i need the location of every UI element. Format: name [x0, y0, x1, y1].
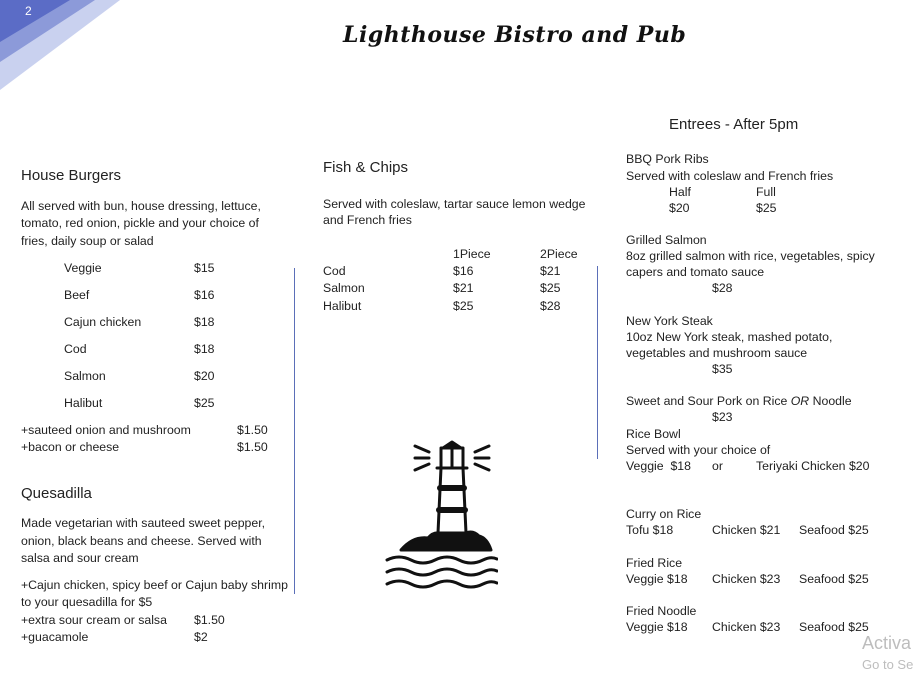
- quesadilla-heading: Quesadilla: [21, 485, 92, 502]
- entrees-heading: Entrees - After 5pm: [669, 116, 799, 133]
- burger-item-price: $16: [194, 288, 215, 302]
- curry-option: Seafood $25: [799, 523, 869, 537]
- fish-row-price: $21: [540, 264, 561, 278]
- burger-item-price: $25: [194, 396, 215, 410]
- fried-rice-option: Seafood $25: [799, 572, 869, 586]
- burger-item-price: $18: [194, 342, 215, 356]
- sweet-sour-name: [626, 393, 852, 410]
- burger-item-name: Beef: [64, 288, 90, 302]
- curry-name: Curry on Rice: [626, 507, 702, 521]
- ribs-full-price: $25: [756, 201, 777, 215]
- fish-row-name: Halibut: [323, 299, 362, 313]
- burger-item-name: Cod: [64, 342, 87, 356]
- fish-row-price: $21: [453, 281, 474, 295]
- burger-item-price: $20: [194, 369, 215, 383]
- ribs-full-label: Full: [756, 185, 776, 199]
- quesadilla-desc-line: salsa and sour cream: [21, 551, 139, 565]
- fish-desc-line: Served with coleslaw, tartar sauce lemon wedge: [323, 197, 586, 211]
- burgers-desc-line: fries, daily soup or salad: [21, 234, 154, 248]
- burger-item-name: Veggie: [64, 261, 102, 275]
- steak-desc-line: 10oz New York steak, mashed potato,: [626, 330, 833, 344]
- rice-bowl-desc: Served with your choice of: [626, 443, 771, 457]
- burgers-heading: House Burgers: [21, 167, 122, 184]
- rice-bowl-teriyaki: Teriyaki Chicken $20: [756, 459, 870, 473]
- burger-item-price: $15: [194, 261, 215, 275]
- fried-noodle-option: Chicken $23: [712, 620, 781, 634]
- fish-row-name: Salmon: [323, 281, 365, 295]
- burger-item-name: Cajun chicken: [64, 315, 142, 329]
- fish-desc-line: and French fries: [323, 213, 412, 227]
- fish-row-price: $16: [453, 264, 474, 278]
- fried-rice-name: Fried Rice: [626, 556, 683, 570]
- page-number: 2: [25, 4, 32, 18]
- burger-addon-name: +sauteed onion and mushroom: [21, 423, 191, 437]
- quesadilla-addon-price: $2: [194, 630, 208, 644]
- rice-bowl-veggie: Veggie $18: [626, 459, 691, 473]
- page-title: Lighthouse Bistro and Pub: [343, 22, 687, 48]
- activation-watermark-subtitle: Go to Se: [862, 657, 914, 672]
- fried-rice-option: Chicken $23: [712, 572, 781, 586]
- fish-col-header: 2Piece: [540, 247, 578, 261]
- sweet-sour-price: $23: [712, 410, 733, 424]
- curry-option: Tofu $18: [626, 523, 674, 537]
- fish-heading: Fish & Chips: [323, 159, 409, 176]
- ribs-desc: Served with coleslaw and French fries: [626, 169, 834, 183]
- burger-item-price: $18: [194, 315, 215, 329]
- burgers-desc-line: tomato, red onion, pickle and your choice of: [21, 216, 259, 230]
- fish-row-price: $25: [540, 281, 561, 295]
- column-divider: [597, 266, 598, 459]
- steak-desc-line: vegetables and mushroom sauce: [626, 346, 808, 360]
- fried-noodle-name: Fried Noodle: [626, 604, 697, 618]
- quesadilla-desc-line: Made vegetarian with sauteed sweet pepper,: [21, 516, 266, 530]
- sweet-sour-name-a: Sweet and Sour Pork on Rice: [626, 394, 791, 408]
- salmon-desc-line: 8oz grilled salmon with rice, vegetables, spicy: [626, 249, 875, 263]
- lighthouse-icon: [383, 438, 498, 593]
- activation-watermark-title: Activa: [862, 633, 912, 653]
- curry-option: Chicken $21: [712, 523, 781, 537]
- quesadilla-desc-line: onion, black beans and cheese. Served with: [21, 534, 262, 548]
- rice-bowl-name: Rice Bowl: [626, 427, 681, 441]
- quesadilla-extra-line: to your quesadilla for $5: [21, 595, 153, 609]
- burger-addon-name: +bacon or cheese: [21, 440, 120, 454]
- fish-row-price: $28: [540, 299, 561, 313]
- fish-row-price: $25: [453, 299, 474, 313]
- ribs-half-label: Half: [669, 185, 691, 199]
- fried-noodle-option: Veggie $18: [626, 620, 688, 634]
- salmon-name: Grilled Salmon: [626, 233, 707, 247]
- ribs-name: BBQ Pork Ribs: [626, 152, 709, 166]
- sweet-sour-or: OR: [790, 394, 810, 408]
- burger-addon-price: $1.50: [237, 440, 268, 454]
- burger-item-name: Salmon: [64, 369, 106, 383]
- ribs-half-price: $20: [669, 201, 690, 215]
- quesadilla-addon-name: +guacamole: [21, 630, 89, 644]
- fried-rice-option: Veggie $18: [626, 572, 688, 586]
- quesadilla-addon-name: +extra sour cream or salsa: [21, 613, 167, 627]
- fish-row-name: Cod: [323, 264, 346, 278]
- corner-decoration: [0, 0, 130, 95]
- rice-bowl-or: or: [712, 459, 723, 473]
- sweet-sour-name-b: Noodle: [809, 394, 852, 408]
- quesadilla-extra-line: +Cajun chicken, spicy beef or Cajun baby shrimp: [21, 578, 288, 592]
- column-divider: [294, 268, 295, 594]
- salmon-desc-line: capers and tomato sauce: [626, 265, 765, 279]
- burgers-desc-line: All served with bun, house dressing, lettuce,: [21, 199, 261, 213]
- fish-col-header: 1Piece: [453, 247, 491, 261]
- burger-item-name: Halibut: [64, 396, 103, 410]
- burger-addon-price: $1.50: [237, 423, 268, 437]
- salmon-price: $28: [712, 281, 733, 295]
- steak-name: New York Steak: [626, 314, 713, 328]
- fried-noodle-option: Seafood $25: [799, 620, 869, 634]
- quesadilla-addon-price: $1.50: [194, 613, 225, 627]
- steak-price: $35: [712, 362, 733, 376]
